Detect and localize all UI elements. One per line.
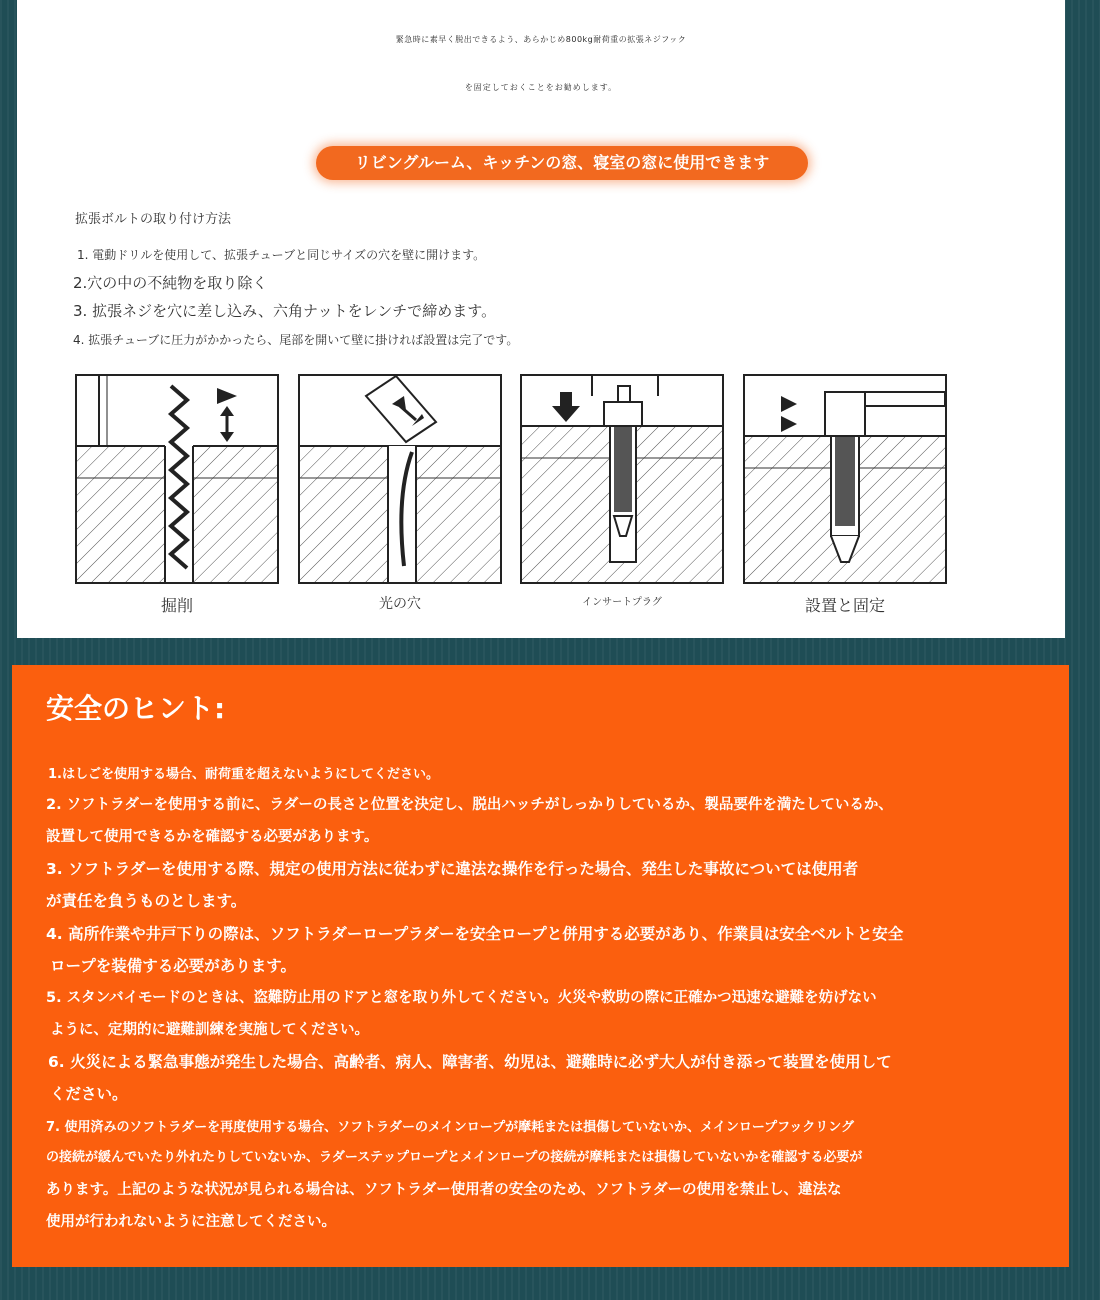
safety-line: 設置して使用できるかを確認する必要があります。	[46, 829, 379, 845]
caption-install-fix: 設置と固定	[804, 596, 885, 615]
safety-line: ロープを装備する必要があります。	[50, 957, 296, 975]
safety-line: 1.はしごを使用する場合、耐荷重を超えないようにしてください。	[48, 767, 439, 782]
instruction-panel	[17, 0, 1065, 638]
safety-line: 5. スタンバイモードのときは、盗難防止用のドアと窓を取り外してください。火災や救助の際に正確かつ迅速な避難を妨げない	[46, 990, 877, 1006]
usage-badge: リビングルーム、キッチンの窓、寝室の窓に使用できます	[316, 146, 808, 180]
safety-panel	[12, 665, 1069, 1267]
safety-line: 2. ソフトラダーを使用する前に、ラダーの長さと位置を決定し、脱出ハッチがしっかりしているか、製品要件を満たしているか、	[46, 797, 893, 813]
safety-line: の接続が緩んでいたり外れたりしていないか、ラダーステップロープとメインロープの接続が摩耗または損傷していないかを確認する必要が	[46, 1150, 863, 1165]
headline-line-2: を固定しておくことをお勧めします。	[464, 83, 618, 92]
safety-line: 4. 高所作業や井戸下りの際は、ソフトラダーロープラダーを安全ロープと併用する必要があり、作業員は安全ベルトと安全	[46, 925, 904, 943]
install-step-2: 2.穴の中の不純物を取り除く	[73, 274, 268, 292]
install-step-1: 1. 電動ドリルを使用して、拡張チューブと同じサイズの穴を壁に開けます。	[77, 248, 486, 262]
safety-line: あります。上記のような状況が見られる場合は、ソフトラダー使用者の安全のため、ソフトラダーの使用を禁止し、違法な	[46, 1182, 842, 1198]
diagram-drilling	[75, 374, 279, 584]
install-step-3: 3. 拡張ネジを穴に差し込み、六角ナットをレンチで締めます。	[73, 302, 497, 320]
diagram-install-fix	[743, 374, 947, 584]
caption-clean-hole: 光の穴	[379, 596, 421, 612]
safety-line: 7. 使用済みのソフトラダーを再度使用する場合、ソフトラダーのメインロープが摩耗または損傷していないか、メインロープフックリング	[46, 1120, 855, 1135]
install-step-4: 4. 拡張チューブに圧力がかかったら、尾部を開いて壁に掛ければ設置は完了です。	[73, 333, 519, 347]
safety-line: が責任を負うものとします。	[46, 892, 247, 910]
diagram-clean-hole	[298, 374, 502, 584]
caption-insert-plug: インサートプラグ	[582, 597, 662, 608]
safety-title: 安全のヒント:	[46, 692, 226, 725]
install-title: 拡張ボルトの取り付け方法	[75, 212, 232, 227]
safety-line: ください。	[50, 1085, 128, 1103]
safety-line: ように、定期的に避難訓練を実施してください。	[50, 1022, 369, 1038]
diagram-insert-plug	[520, 374, 724, 584]
safety-line: 3. ソフトラダーを使用する際、規定の使用方法に従わずに違法な操作を行った場合、発生した事故については使用者	[46, 860, 859, 878]
safety-line: 6. 火災による緊急事態が発生した場合、高齢者、病人、障害者、幼児は、避難時に必ず大人が付き添って装置を使用して	[48, 1053, 892, 1071]
headline-line-1: 緊急時に素早く脱出できるよう、あらかじめ800kg耐荷重の拡張ネジフック	[395, 35, 687, 44]
safety-line: 使用が行われないように注意してください。	[46, 1214, 336, 1230]
caption-drilling: 掘削	[160, 596, 193, 615]
